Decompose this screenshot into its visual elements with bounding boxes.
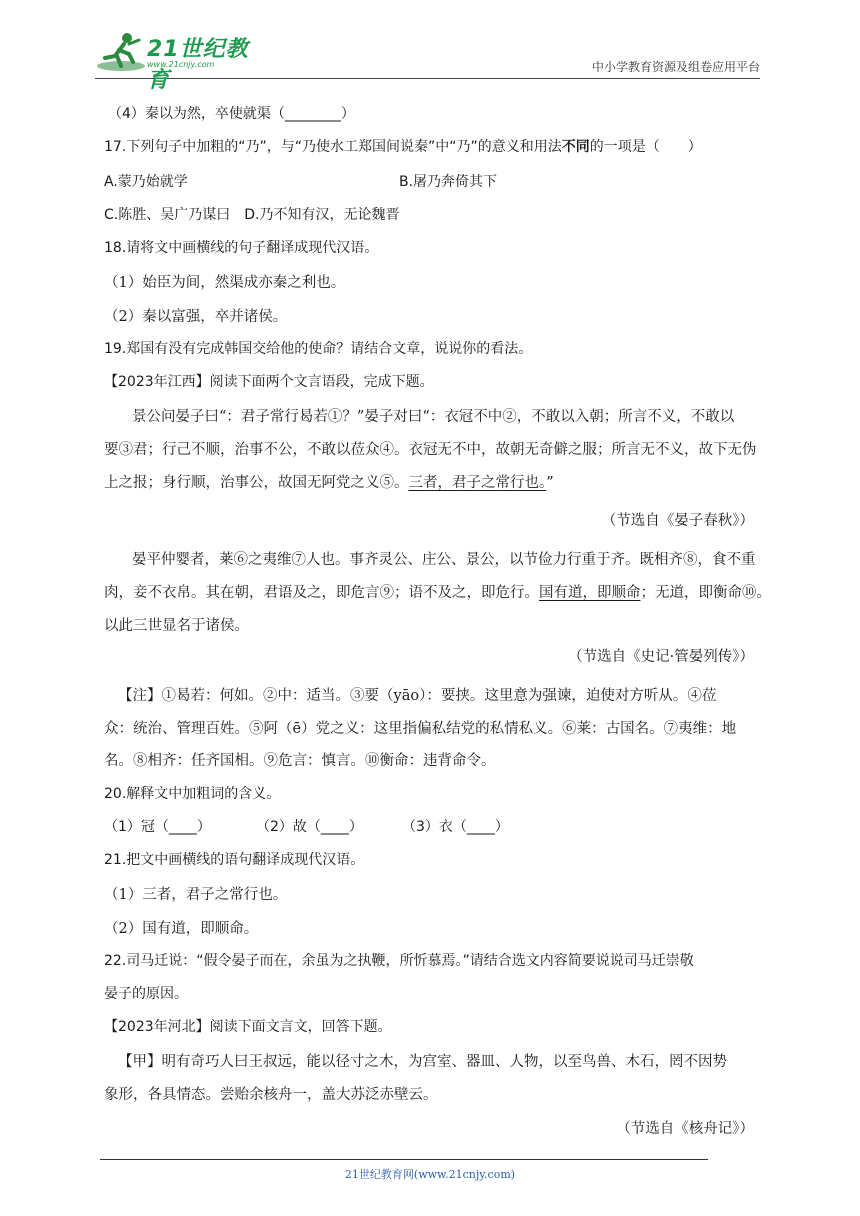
q20-blank-2: （2）故（____） <box>256 819 363 835</box>
q20-blank-1: （1）冠（____） <box>104 819 211 835</box>
annotation-line-3: 名。⑧相齐：任齐国相。⑨危言：慎言。⑩衡命：违背命令。 <box>104 753 496 769</box>
q21-item-2: （2）国有道，即顺命。 <box>104 921 259 937</box>
annotation-line-1: 【注】①曷若：何如。②中：适当。③要（yāo）：要挟。这里意为强谏，迫使对方听从。④莅 <box>118 688 717 704</box>
q16-item-4: （4）秦以为然，卒使就渠（________） <box>108 106 355 122</box>
logo-url: www.21cnjy.com <box>147 60 215 69</box>
q17-options-cd: C.陈胜、吴广乃谋曰 D.乃不知有汉，无论魏晋 <box>104 207 400 223</box>
jiangxi-2023-heading: 【2023年江西】阅读下面两个文言语段，完成下题。 <box>104 374 434 390</box>
hebei-2023-heading: 【2023年河北】阅读下面文言文，回答下题。 <box>104 1019 392 1035</box>
question-19: 19.郑国有没有完成韩国交给他的使命？请结合文章，说说你的看法。 <box>104 341 533 357</box>
q21-item-1: （1）三者，君子之常行也。 <box>104 887 288 903</box>
site-logo[interactable] <box>95 30 265 93</box>
question-20: 20.解释文中加粗词的含义。 <box>104 786 281 802</box>
passage-hezhouji-line-2: 象形，各具情态。尝贻余核舟一，盖大苏泛赤壁云。 <box>104 1087 438 1103</box>
passage-yanzi-line-2: 要③君；行己不顺，治事不公，不敢以莅众④。衣冠无不中，故朝无奇僻之服；所言无不义，故下无伪 <box>104 442 757 458</box>
platform-title: 中小学教育资源及组卷应用平台 <box>591 60 760 74</box>
source-shiji: （节选自《史记·管晏列传》） <box>568 649 754 665</box>
source-yanzi-chunqiu: （节选自《晏子春秋》） <box>601 513 754 529</box>
q20-blank-3: （3）衣（____） <box>402 819 509 835</box>
runner-logo-icon <box>95 30 147 74</box>
passage-yanzi-line-1: 景公问晏子曰“：君子常行曷若①？”晏子对曰“：衣冠不中②，不敢以入朝；所言不义，不敢以 <box>132 409 735 425</box>
q18-item-2: （2）秦以富强，卒并诸侯。 <box>104 309 288 325</box>
question-17: 17.下列句子中加粗的“乃”，与“乃使水工郑国间说秦”中“乃”的意义和用法不同的一项是（ ） <box>104 139 702 155</box>
source-hezhouji: （节选自《核舟记》） <box>616 1121 754 1137</box>
footer-divider <box>100 1159 708 1160</box>
question-22-line-2: 晏子的原因。 <box>104 986 188 1002</box>
q18-item-1: （1）始臣为间，然渠成亦秦之利也。 <box>104 275 346 291</box>
logo-text: 21世纪教育 <box>147 37 249 93</box>
passage-shiji-line-3: 以此三世显名于诸侯。 <box>104 618 249 634</box>
question-18: 18.请将文中画横线的句子翻译成现代汉语。 <box>104 240 379 256</box>
q17-option-b: B.屠乃奔倚其下 <box>399 174 498 190</box>
q17-option-a: A.蒙乃始就学 <box>104 174 188 190</box>
passage-yanzi-line-3: 上之报；身行顺，治事公，故国无阿党之义⑤。三者，君子之常行也。” <box>104 475 554 491</box>
footer-site-link[interactable]: 21世纪教育网(www.21cnjy.com) <box>344 1168 516 1181</box>
passage-shiji-line-2: 肉，妾不衣帛。其在朝，君语及之，即危言⑨；语不及之，即危行。国有道，即顺命；无道，即衡命⑩。 <box>104 585 771 601</box>
page-header <box>95 28 760 93</box>
question-22-line-1: 22.司马迁说：“假令晏子而在，余虽为之执鞭，所忻慕焉。”请结合选文内容简要说说司马迁崇敬 <box>104 953 694 969</box>
passage-shiji-line-1: 晏平仲婴者，莱⑥之夷维⑦人也。事齐灵公、庄公、景公，以节俭力行重于齐。既相齐⑧，食不重 <box>132 552 756 568</box>
passage-hezhouji-line-1: 【甲】明有奇巧人曰王叔远，能以径寸之木，为宫室、器皿、人物，以至鸟兽、木石，罔不因势 <box>118 1054 727 1070</box>
question-21: 21.把文中画横线的语句翻译成现代汉语。 <box>104 852 365 868</box>
annotation-line-2: 众：统治、管理百姓。⑤阿（ē）党之义：这里指偏私结党的私情私义。⑥莱：古国名。⑦夷维：地 <box>104 721 737 737</box>
